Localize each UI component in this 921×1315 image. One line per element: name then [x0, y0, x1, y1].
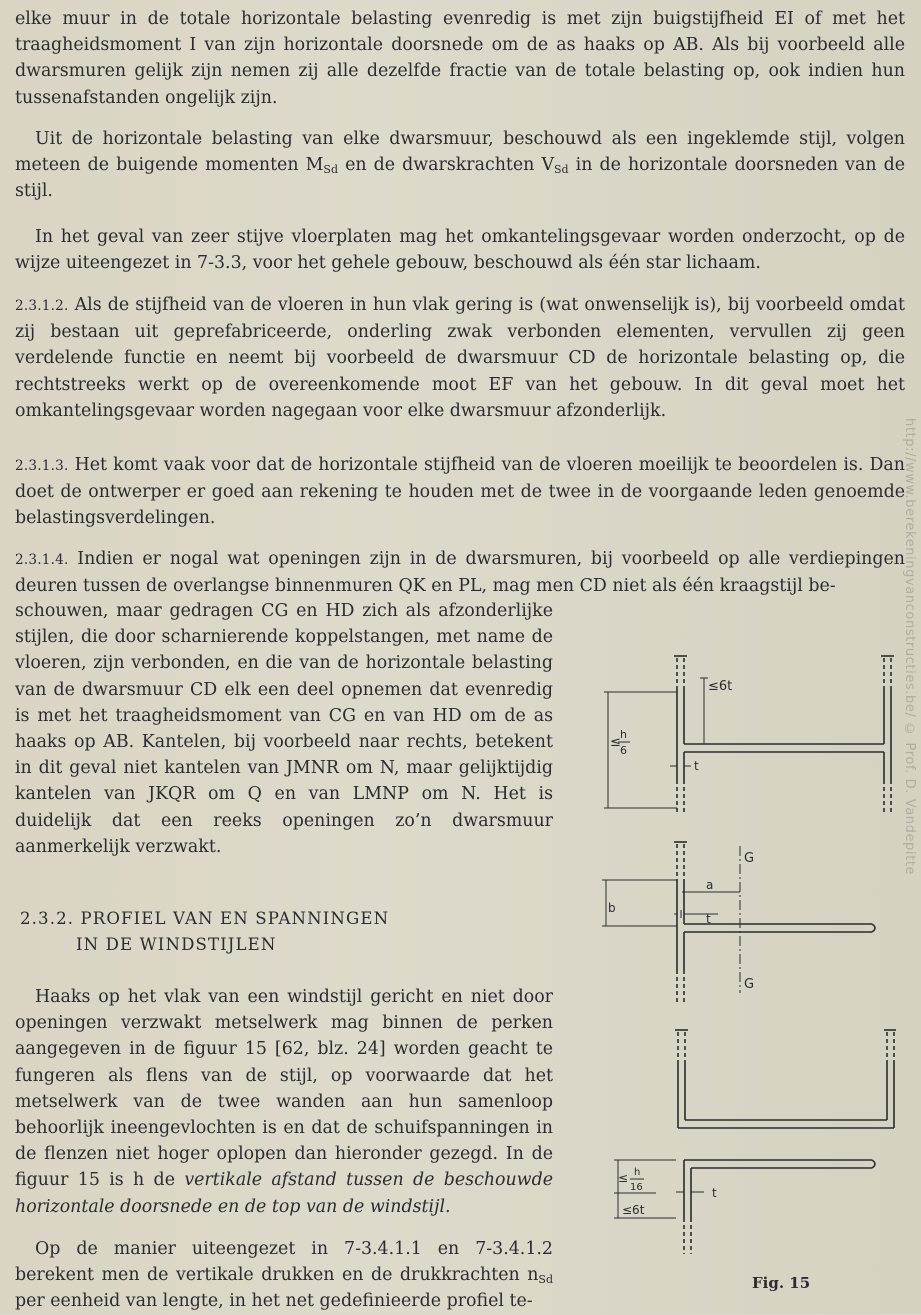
label-h16-h: h [634, 1167, 641, 1178]
profile-t-shape [602, 842, 875, 1004]
paragraph-8 [15, 1236, 553, 1315]
heading-line-2: IN DE WINDSTIJLEN [76, 935, 277, 954]
label-t: t [694, 759, 699, 773]
paragraph-7 [15, 984, 553, 1220]
paragraph-3-text: In het geval van zeer stijve vloerplaten mag het omkantelingsgevaar worden onderzocht, op de wijze uiteengezet in 7-3.3, voor het gehele gebouw, beschouwd als één star lichaam. [15, 227, 905, 274]
paragraph-2-text: in de horizontale doorsneden van de stijl. [15, 155, 906, 202]
section-text: Als de stijfheid van de vloeren in hun vlak gering is (wat onwenselijk is), bij voorbeeld omdat zij bestaan uit geprefabriceerde, onderling zwak verbonden elementen, vervullen zij geen verdelende functie en neemt bij voorbeeld de dwarsmuur CD de horizontale belasting op, die rechtstreeks werkt op de overeenkomende moot EF van het gebouw. In dit geval moet het omkantelingsgevaar worden nagegaan voor elke dwarsmuur afzonderlijk. [15, 295, 905, 421]
label-g-bottom: G [744, 977, 755, 992]
label-h16-le: ≤ [618, 1171, 629, 1185]
section-heading-2-3-2 [20, 906, 540, 958]
subscript: Sd [323, 163, 338, 177]
section-number: 2.3.1.4. [15, 552, 69, 568]
label-h16-16: 16 [630, 1182, 643, 1193]
section-text: Indien er nogal wat openingen zijn in de dwarsmuren, bij voorbeeld op alle verdiepingen deuren tussen de overlangse binnenmuren QK en PL, mag men CD niet als één kraagstijl be- [15, 549, 905, 597]
label-h6-6: 6 [620, 744, 627, 757]
heading-line-1: 2.3.2. PROFIEL VAN EN SPANNINGEN [20, 909, 390, 928]
watermark: http://www.berekeningvanconstructies.be/ © Prof. D. Vandepitte [902, 418, 917, 876]
paragraph-7-text: Haaks op het vlak van een windstijl gericht en niet door openingen verzwakt metselwerk mag binnen de perken aangegeven in de figuur 15 [62, blz. 24] worden geacht te fungeren als flens van de stijl, op voorwaarde dat het metselwerk van de twee wanden aan hun samenloop behoorlijk ineengevlochten is en dat de schuifspanningen in de flenzen niet hoger oplopen dan hieronder gezegd. In de figuur 15 is h de [15, 987, 553, 1191]
label-a: a [706, 878, 714, 892]
paragraph-3 [15, 224, 905, 276]
label-t: t [712, 1186, 717, 1200]
paragraph-2-text: en de dwarskrachten V [338, 155, 555, 176]
section-text: schouwen, maar gedragen CG en HD zich als afzonderlijke stijlen, die door scharnierende koppelstangen, met name de vloeren, zijn verbonden, en die van de horizontale belasting van de dwarsmuur CD elk een deel opnemen dat evenredig is met het traagheidsmoment van CG en van HD om de as haaks op AB. Kantelen, bij voorbeeld naar rechts, betekent in dit geval niet kantelen van JMNR om N, maar gelijktijdig kantelen van JKQR om Q en van LMNP om N. Het is duidelijk dat een reeks openingen zo’n dwarsmuur aanmerkelijk verzwakt. [15, 601, 553, 857]
label-g-top: G [744, 851, 755, 866]
section-2-3-1-4-top [15, 546, 905, 599]
paragraph-2-text: Uit de horizontale belasting van elke dwarsmuur, beschouwd als een ingeklemde stijl, volgen meteen de buigende momenten M [15, 129, 905, 176]
paragraph-8-text: per eenheid van lengte, in het net gedefinieerde profiel te- [15, 1291, 533, 1312]
figure-15-drawing [596, 648, 896, 1268]
section-number: 2.3.1.3. [15, 458, 69, 474]
profile-u-shape [675, 1030, 896, 1128]
paragraph-8-text: Op de manier uiteengezet in 7-3.4.1.1 en 7-3.4.1.2 berekent men de vertikale drukken en de drukkrachten n [15, 1239, 553, 1286]
label-b: b [608, 901, 616, 915]
figure-caption: Fig. 15 [752, 1274, 811, 1292]
section-text: Het komt vaak voor dat de horizontale stijfheid van de vloeren moeilijk te beoordelen is. Dan doet de ontwerper er goed aan rekening te houden met de twee in de voorgaande leden genoemde belastingsverdelingen. [15, 455, 905, 529]
section-2-3-1-2 [15, 292, 905, 424]
label-h6-le: ≤ [610, 735, 621, 750]
paragraph-2 [15, 126, 905, 205]
section-2-3-1-4-rest [15, 598, 553, 860]
label-6t: ≤6t [708, 679, 733, 694]
paragraph-7-italic: vertikale afstand tussen de beschouwde horizontale doorsnede en de top van de windstijl. [15, 1170, 553, 1217]
subscript: Sd [538, 1273, 553, 1287]
profile-h-shape [604, 656, 894, 813]
paragraph-1-text: elke muur in de totale horizontale belasting evenredig is met zijn buigstijfheid EI of met het traagheidsmoment I van zijn horizontale doorsnede om de as haaks op AB. Als bij voorbeeld alle dwarsmuren gelijk zijn nemen zij alle dezelfde fractie van de totale belasting op, ook indien hun tussenafstanden ongelijk zijn. [15, 9, 905, 108]
subscript: Sd [554, 163, 569, 177]
section-number: 2.3.1.2. [15, 298, 69, 314]
label-h6-h: h [620, 728, 627, 741]
section-2-3-1-3 [15, 452, 905, 532]
paragraph-1 [15, 6, 905, 111]
label-t: t [706, 912, 711, 926]
label-6t: ≤6t [622, 1203, 645, 1217]
profile-l-shape [614, 1160, 875, 1254]
figure-15 [596, 648, 896, 1268]
